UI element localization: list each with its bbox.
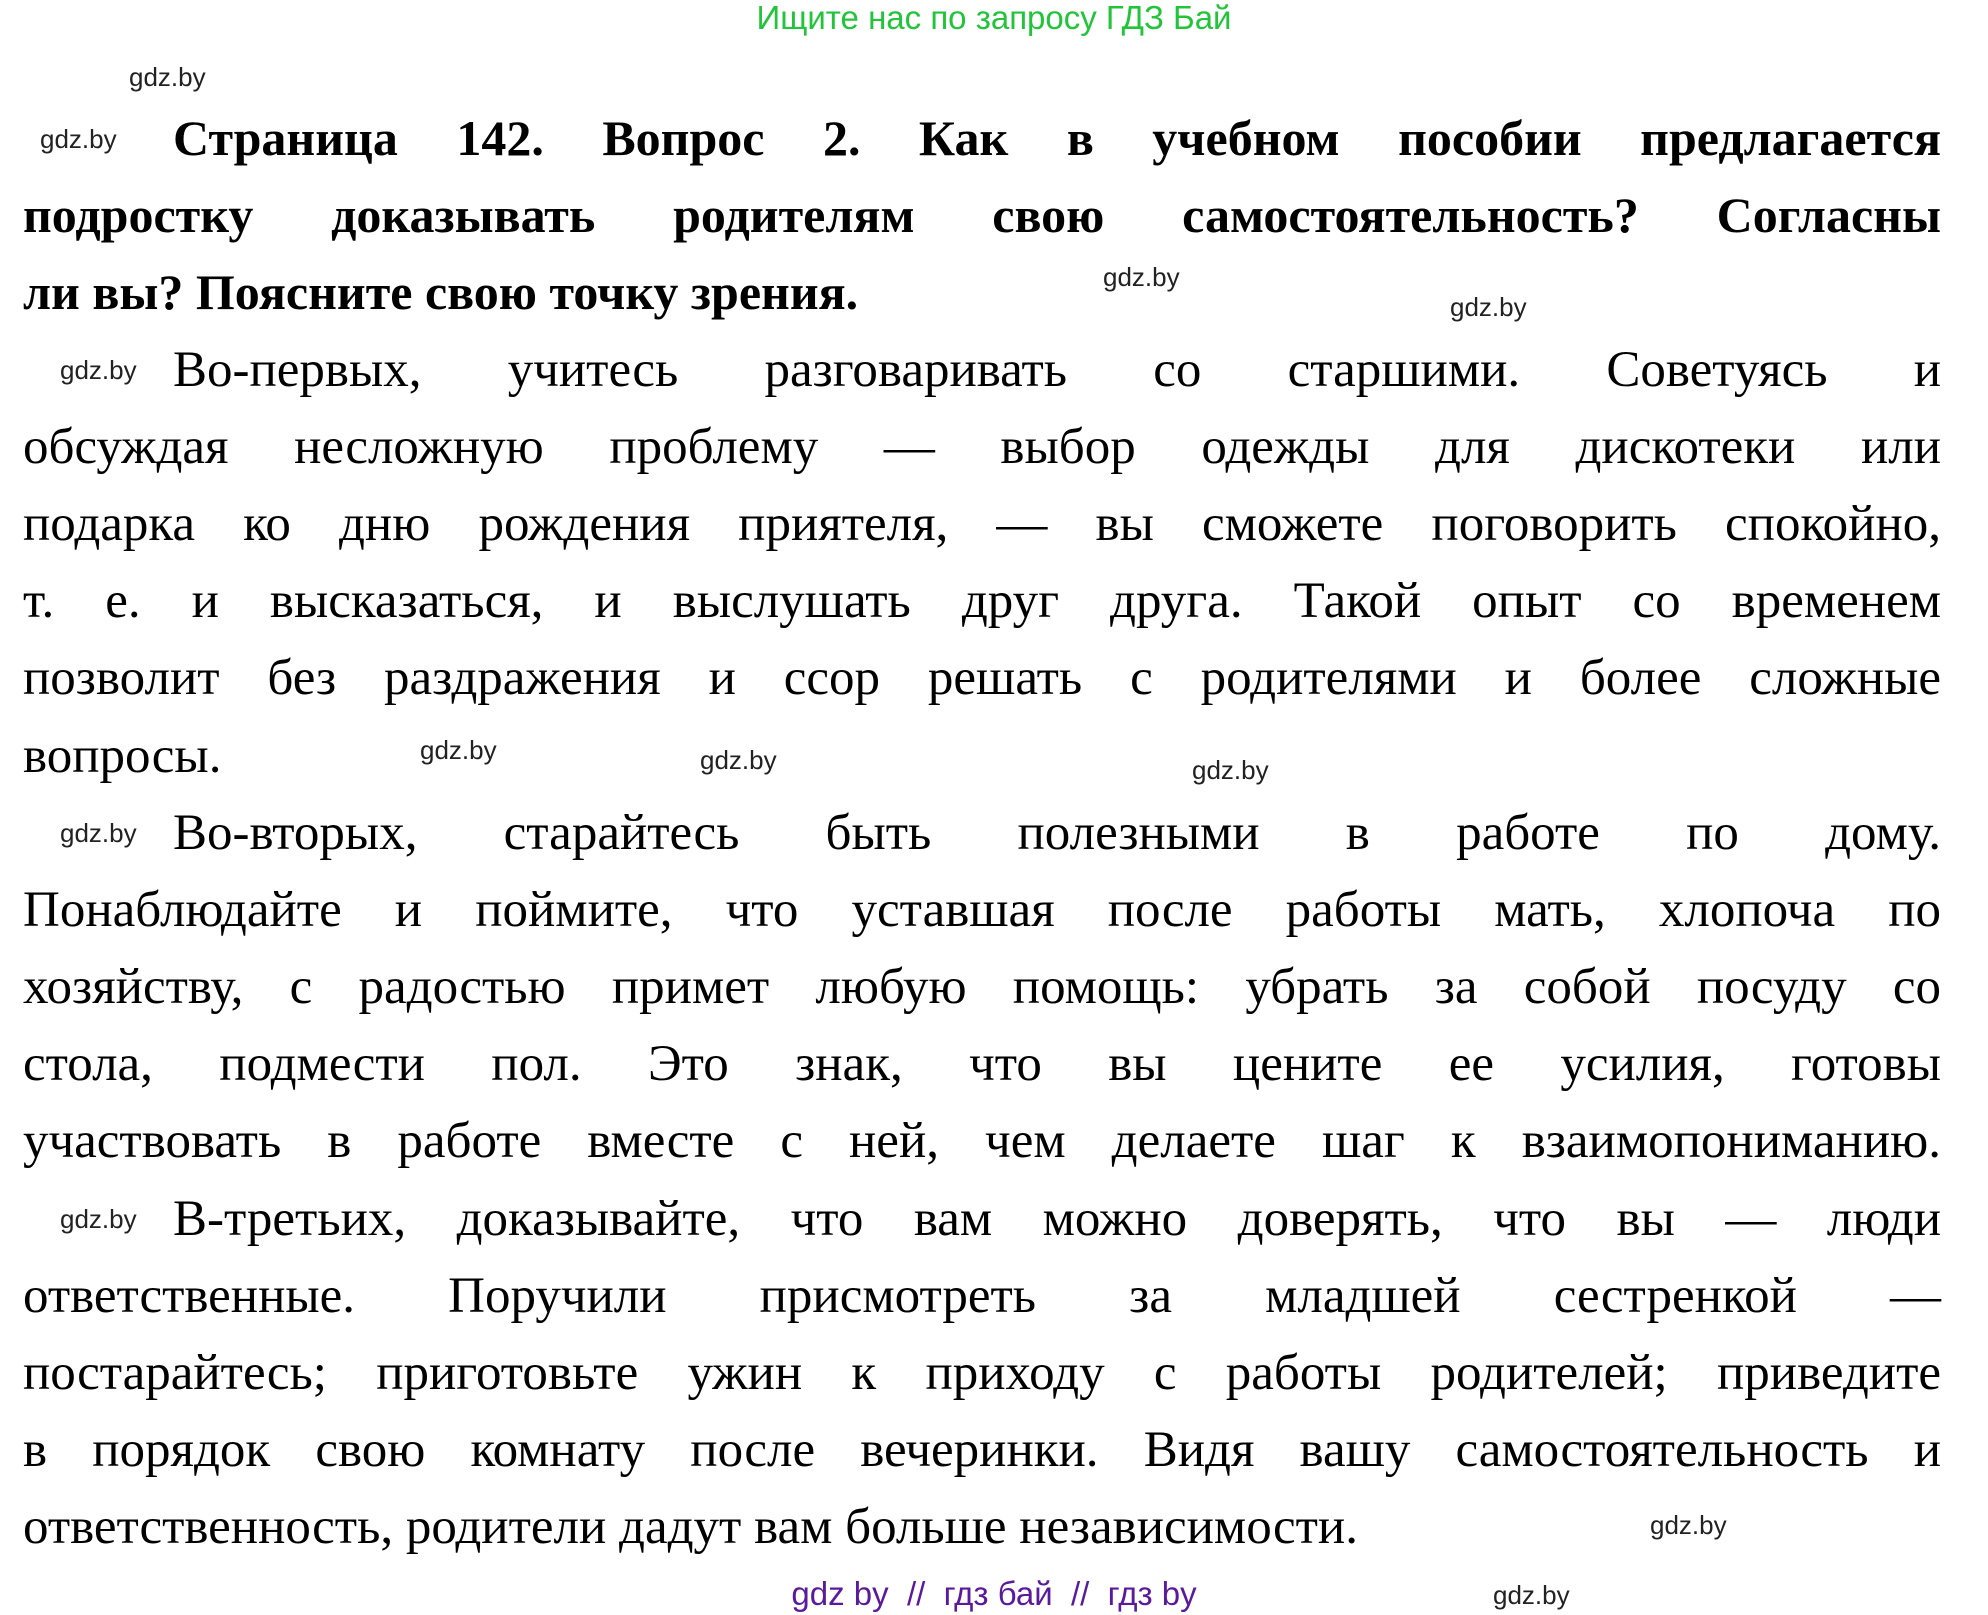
- text-line: участвовать в работе вместе с ней, чем делаете шаг к взаимопониманию.: [23, 1113, 1941, 1170]
- text-line: ответственность, родители дадут вам больше независимости.: [23, 1499, 1358, 1556]
- search-hint-banner: Ищите нас по запросу ГДЗ Бай: [756, 0, 1232, 36]
- paragraph-third: [23, 1181, 1941, 1567]
- text-line: В-третьих, доказывайте, что вам можно доверять, что вы — люди: [173, 1190, 1941, 1247]
- text-line: хозяйству, с радостью примет любую помощь: убрать за собой посуду со: [23, 959, 1941, 1016]
- text-line: Во-первых, учитесь разговаривать со старшими. Советуясь и: [173, 341, 1941, 398]
- watermark: gdz.by: [700, 745, 777, 775]
- text-line: Во-вторых, старайтесь быть полезными в работе по дому.: [173, 804, 1941, 861]
- text-line: Понаблюдайте и поймите, что уставшая после работы мать, хлопоча по: [23, 881, 1941, 938]
- watermark: gdz.by: [60, 355, 137, 385]
- title-line: подростку доказывать родителям свою самостоятельность? Согласны: [23, 187, 1941, 244]
- text-line: позволит без раздражения и ссор решать с родителями и более сложные: [23, 650, 1941, 707]
- title-line: Страница 142. Вопрос 2. Как в учебном пособии предлагается: [173, 110, 1941, 166]
- title-line: ли вы? Поясните свою точку зрения.: [23, 264, 859, 321]
- watermark: gdz.by: [1493, 1580, 1570, 1610]
- watermark: gdz.by: [1650, 1510, 1727, 1540]
- text-line: т. е. и высказаться, и выслушать друг друга. Такой опыт со временем: [23, 573, 1941, 630]
- question-title: [23, 100, 1941, 332]
- paragraph-first: [23, 332, 1941, 795]
- text-line: постарайтесь; приготовьте ужин к приходу с работы родителей; приведите: [23, 1345, 1941, 1401]
- watermark: gdz.by: [1103, 262, 1180, 292]
- watermark: gdz.by: [1450, 292, 1527, 322]
- footer-links[interactable]: gdz by // гдз бай // гдз by: [791, 1575, 1197, 1612]
- paragraph-second: [23, 795, 1941, 1181]
- watermark: gdz.by: [420, 735, 497, 765]
- watermark: gdz.by: [40, 124, 117, 154]
- text-line: обсуждая несложную проблему — выбор одежды для дискотеки или: [23, 418, 1941, 475]
- text-line: стола, подмести пол. Это знак, что вы цените ее усилия, готовы: [23, 1036, 1941, 1093]
- text-line: подарка ко дню рождения приятеля, — вы сможете поговорить спокойно,: [23, 495, 1941, 552]
- watermark: gdz.by: [60, 818, 137, 848]
- watermark: gdz.by: [129, 62, 206, 92]
- text-line: в порядок свою комнату после вечеринки. Видя вашу самостоятельность и: [23, 1422, 1941, 1479]
- text-line: вопросы.: [23, 727, 222, 784]
- text-line: ответственные. Поручили присмотреть за младшей сестренкой —: [23, 1267, 1941, 1324]
- document-body: [23, 100, 1941, 1567]
- watermark: gdz.by: [1192, 755, 1269, 785]
- watermark: gdz.by: [60, 1204, 137, 1234]
